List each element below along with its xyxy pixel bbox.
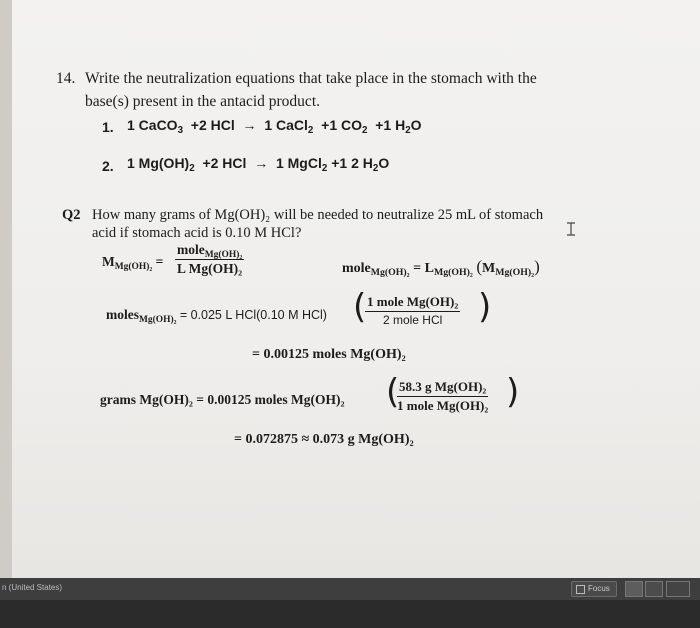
grams-result: = 0.072875 ≈ 0.073 g Mg(OH)₂ <box>234 432 414 447</box>
grams-calc-open-paren: ( <box>386 372 400 412</box>
focus-label: Focus <box>588 584 610 593</box>
moles-calc-close-paren: ) <box>478 287 492 327</box>
molarity-fraction: mole$_{Mg(OH)_2}$ L Mg(OH)₂ <box>177 242 243 276</box>
equation-1-index: 1. <box>102 119 114 135</box>
language-indicator[interactable]: n (United States) <box>2 583 63 592</box>
focus-icon <box>576 585 585 594</box>
equation-2-index: 2. <box>102 158 114 174</box>
q14-text-line2: base(s) present in the antacid product. <box>85 93 320 110</box>
zoom-slider[interactable] <box>666 581 690 597</box>
print-layout-view-icon[interactable] <box>625 581 643 597</box>
text-cursor-icon <box>566 222 576 236</box>
grams-calc-lhs: grams Mg(OH)₂ = 0.00125 moles Mg(OH)₂ <box>100 392 345 407</box>
monitor-bezel-bottom <box>0 600 700 628</box>
equation-1: 1 CaCO$_3$ +2 HCl → 1 CaCl$_2$ +1 $CO_2 +1$ $H_2O$ <box>127 117 422 136</box>
molarity-lhs: $M_{Mg(OH)_2}$ = <box>102 254 164 272</box>
q14-text-line1: Write the neutralization equations that take place in the stomach with the <box>85 70 537 87</box>
moles-calc-open-paren: ( <box>353 287 367 327</box>
grams-calc-fraction: 58.3 g Mg(OH)₂ 1 mole Mg(OH)₂ <box>397 379 489 413</box>
monitor-bezel-left <box>0 0 12 628</box>
document-page <box>12 0 700 578</box>
q2-text-line2: acid if stomach acid is 0.10 M HCl? <box>92 225 302 241</box>
grams-calc-close-paren: ) <box>506 372 520 412</box>
equation-2: 1 $Mg(OH)_2 +2$ HCl → 1 MgCl$_2$ +1 2 $H_2O$ <box>127 155 390 174</box>
taskbar <box>0 578 700 600</box>
moles-result: = 0.00125 moles Mg(OH)₂ <box>252 347 406 362</box>
moles-formula: mole$_{Mg(OH)_2}$ = $L_{Mg(OH)_2}$ $(M_{Mg(OH)_2})$ <box>342 257 540 278</box>
q2-label: Q2 <box>62 207 81 223</box>
focus-button[interactable] <box>571 581 617 597</box>
q14-number: 14. <box>56 70 76 87</box>
web-layout-view-icon[interactable] <box>645 581 663 597</box>
moles-calc-fraction: 1 mole Mg(OH)₂ 2 mole HCl <box>367 294 459 327</box>
moles-calc-lhs: moles$_{Mg(OH)_2}$ = 0.025 L HCl(0.10 M HCl) <box>106 307 327 325</box>
q2-text-line1: How many grams of Mg(OH)₂ will be needed to neutralize 25 mL of stomach <box>92 207 544 223</box>
